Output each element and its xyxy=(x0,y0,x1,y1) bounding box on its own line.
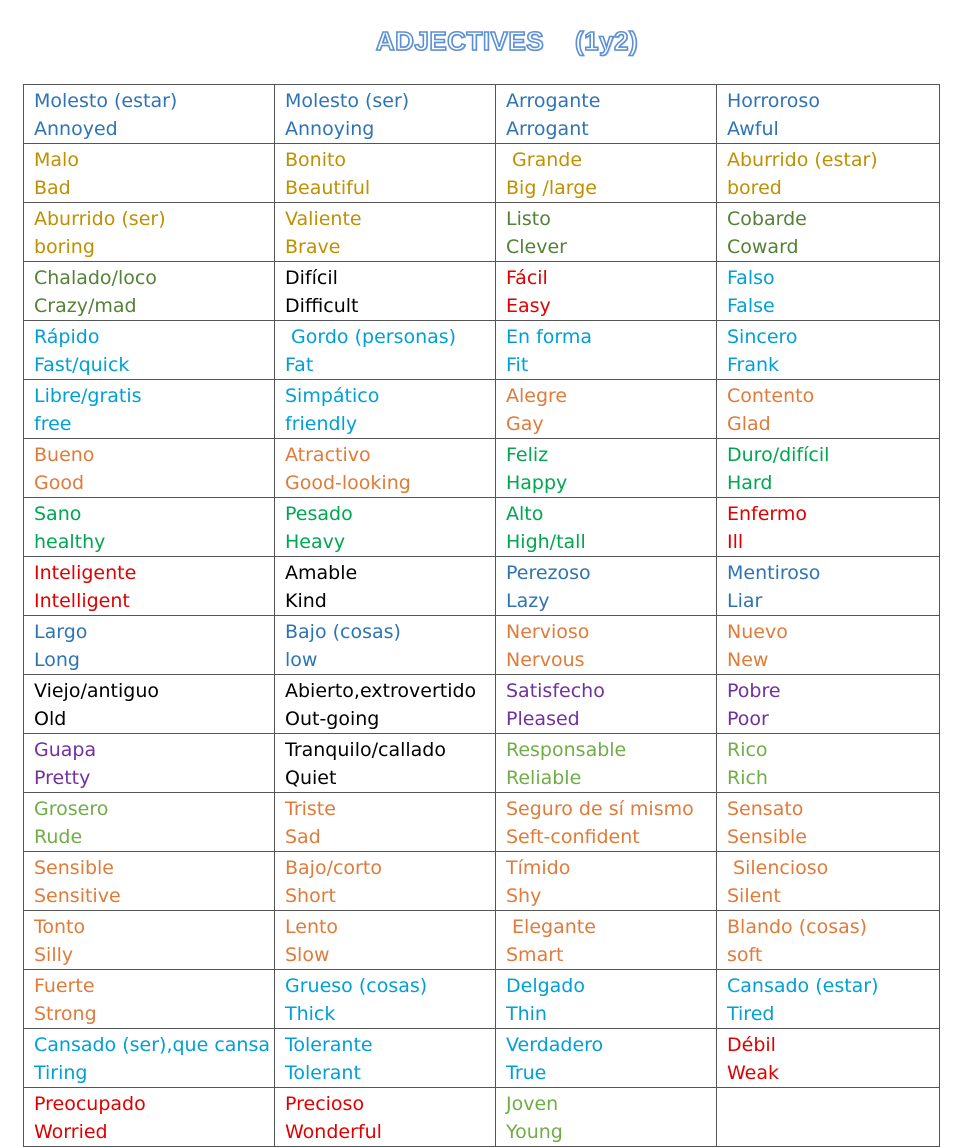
spanish-word: Falso xyxy=(727,267,775,289)
vocab-cell xyxy=(496,557,717,616)
english-word: Thick xyxy=(285,1003,336,1025)
spanish-word: Blando (cosas) xyxy=(727,916,868,938)
english-word: low xyxy=(285,649,318,671)
spanish-word: Perezoso xyxy=(506,562,591,584)
english-word: Smart xyxy=(506,944,564,966)
english-word: Out-going xyxy=(285,708,380,730)
english-word: Kind xyxy=(285,590,327,612)
vocab-cell xyxy=(24,970,275,1029)
vocab-cell xyxy=(275,498,496,557)
english-word: Fat xyxy=(285,354,314,376)
vocab-cell xyxy=(496,793,717,852)
spanish-word: Verdadero xyxy=(506,1034,604,1056)
vocab-cell xyxy=(717,616,940,675)
vocab-cell xyxy=(496,262,717,321)
table-row xyxy=(24,852,940,911)
table-row xyxy=(24,1029,940,1088)
english-word: Tired xyxy=(727,1003,775,1025)
english-word: Lazy xyxy=(506,590,550,612)
vocab-cell xyxy=(717,144,940,203)
english-word: Big /large xyxy=(506,177,597,199)
vocab-cell xyxy=(275,1029,496,1088)
english-word: Rude xyxy=(34,826,83,848)
vocab-cell xyxy=(717,262,940,321)
english-word: Beautiful xyxy=(285,177,371,199)
spanish-word: Tímido xyxy=(506,857,571,879)
vocab-cell xyxy=(717,321,940,380)
spanish-word: Rico xyxy=(727,739,768,761)
vocab-cell xyxy=(24,1088,275,1147)
spanish-word: Nervioso xyxy=(506,621,590,643)
english-word: healthy xyxy=(34,531,106,553)
spanish-word: Atractivo xyxy=(285,444,371,466)
spanish-word: Enfermo xyxy=(727,503,808,525)
spanish-word: Rápido xyxy=(34,326,100,348)
vocab-cell xyxy=(24,1029,275,1088)
vocab-cell xyxy=(275,1088,496,1147)
spanish-word: Arrogante xyxy=(506,90,601,112)
spanish-word: Molesto (ser) xyxy=(285,90,410,112)
english-word: Short xyxy=(285,885,336,907)
table-body xyxy=(24,85,940,1147)
spanish-word: Simpático xyxy=(285,385,380,407)
vocab-cell xyxy=(275,793,496,852)
vocab-cell xyxy=(275,616,496,675)
spanish-word: Contento xyxy=(727,385,815,407)
vocab-cell xyxy=(275,675,496,734)
spanish-word: Tolerante xyxy=(285,1034,373,1056)
table-row xyxy=(24,203,940,262)
table-row xyxy=(24,557,940,616)
spanish-word: Fuerte xyxy=(34,975,95,997)
vocab-cell xyxy=(24,557,275,616)
english-word: Old xyxy=(34,708,67,730)
spanish-word: Alto xyxy=(506,503,544,525)
page-title: ADJECTIVES (1y2) xyxy=(375,26,639,56)
spanish-word: Viejo/antiguo xyxy=(34,680,159,702)
vocab-cell xyxy=(717,203,940,262)
vocab-cell xyxy=(24,262,275,321)
spanish-word: Precioso xyxy=(285,1093,365,1115)
table-row xyxy=(24,911,940,970)
vocab-cell xyxy=(275,734,496,793)
vocab-cell xyxy=(496,85,717,144)
spanish-word: Tranquilo/callado xyxy=(285,739,446,761)
english-word: Arrogant xyxy=(506,118,589,140)
spanish-word: Sensato xyxy=(727,798,804,820)
vocab-cell xyxy=(24,793,275,852)
vocab-cell xyxy=(717,439,940,498)
table-row xyxy=(24,1088,940,1147)
english-word: Nervous xyxy=(506,649,585,671)
english-word: Rich xyxy=(727,767,768,789)
vocab-cell xyxy=(496,380,717,439)
english-word: Sensitive xyxy=(34,885,121,907)
vocab-cell xyxy=(24,85,275,144)
spanish-word: Amable xyxy=(285,562,358,584)
spanish-word: Bajo (cosas) xyxy=(285,621,401,643)
spanish-word: Feliz xyxy=(506,444,549,466)
english-word: Crazy/mad xyxy=(34,295,137,317)
english-word: Pretty xyxy=(34,767,91,789)
english-word: Difficult xyxy=(285,295,359,317)
english-word: Tolerant xyxy=(285,1062,361,1084)
english-word: True xyxy=(506,1062,547,1084)
english-word: Hard xyxy=(727,472,773,494)
vocab-cell xyxy=(24,852,275,911)
vocab-cell xyxy=(717,380,940,439)
spanish-word: Triste xyxy=(285,798,336,820)
english-word: Sensible xyxy=(727,826,807,848)
vocab-cell xyxy=(496,1088,717,1147)
english-word: Pleased xyxy=(506,708,580,730)
vocab-cell xyxy=(24,675,275,734)
vocab-cell xyxy=(717,970,940,1029)
english-word: Annoyed xyxy=(34,118,118,140)
spanish-word: Débil xyxy=(727,1034,776,1056)
spanish-word: Elegante xyxy=(506,916,596,938)
english-word: Glad xyxy=(727,413,771,435)
vocab-cell xyxy=(717,911,940,970)
spanish-word: Inteligente xyxy=(34,562,137,584)
vocab-cell xyxy=(275,970,496,1029)
vocab-cell xyxy=(24,203,275,262)
english-word: Fit xyxy=(506,354,529,376)
english-word: Annoying xyxy=(285,118,375,140)
spanish-word: Fácil xyxy=(506,267,548,289)
vocab-cell xyxy=(24,380,275,439)
vocab-cell xyxy=(275,380,496,439)
vocab-cell xyxy=(496,498,717,557)
vocab-cell xyxy=(24,321,275,380)
vocab-cell xyxy=(24,734,275,793)
english-word: Fast/quick xyxy=(34,354,130,376)
english-word: New xyxy=(727,649,769,671)
english-word: Worried xyxy=(34,1121,108,1143)
english-word: Happy xyxy=(506,472,568,494)
english-word: Sad xyxy=(285,826,321,848)
vocab-cell xyxy=(496,321,717,380)
table-row xyxy=(24,144,940,203)
spanish-word: Abierto,extrovertido xyxy=(285,680,477,702)
spanish-word: Bueno xyxy=(34,444,95,466)
spanish-word: Molesto (estar) xyxy=(34,90,178,112)
english-word: False xyxy=(727,295,775,317)
english-word: Coward xyxy=(727,236,799,258)
english-word: free xyxy=(34,413,72,435)
spanish-word: Cansado (ser),que cansa xyxy=(34,1034,270,1056)
english-word: Quiet xyxy=(285,767,337,789)
table-row xyxy=(24,793,940,852)
vocab-cell xyxy=(496,852,717,911)
vocab-cell xyxy=(717,675,940,734)
english-word: Wonderful xyxy=(285,1121,382,1143)
spanish-word: Malo xyxy=(34,149,79,171)
vocab-cell xyxy=(717,1029,940,1088)
vocab-cell xyxy=(275,262,496,321)
vocab-cell xyxy=(496,203,717,262)
english-word: Slow xyxy=(285,944,330,966)
vocab-cell xyxy=(275,144,496,203)
english-word: Poor xyxy=(727,708,769,730)
vocab-cell xyxy=(275,321,496,380)
english-word: soft xyxy=(727,944,763,966)
spanish-word: Responsable xyxy=(506,739,627,761)
table-row xyxy=(24,970,940,1029)
table-row xyxy=(24,380,940,439)
spanish-word: Delgado xyxy=(506,975,585,997)
english-word: Frank xyxy=(727,354,780,376)
vocab-cell xyxy=(24,498,275,557)
vocab-cell xyxy=(496,616,717,675)
vocab-cell xyxy=(275,852,496,911)
vocab-cell xyxy=(496,675,717,734)
english-word: Strong xyxy=(34,1003,97,1025)
spanish-word: Lento xyxy=(285,916,339,938)
table-row xyxy=(24,85,940,144)
english-word: Young xyxy=(506,1121,563,1143)
vocab-cell xyxy=(275,557,496,616)
english-word: Weak xyxy=(727,1062,780,1084)
english-word: Good-looking xyxy=(285,472,411,494)
vocab-cell xyxy=(496,734,717,793)
spanish-word: Listo xyxy=(506,208,551,230)
english-word: Long xyxy=(34,649,80,671)
spanish-word: Grueso (cosas) xyxy=(285,975,428,997)
vocab-cell xyxy=(717,734,940,793)
spanish-word: Bonito xyxy=(285,149,347,171)
spanish-word: Grosero xyxy=(34,798,109,820)
spanish-word: Sensible xyxy=(34,857,114,879)
spanish-word: Satisfecho xyxy=(506,680,605,702)
spanish-word: Libre/gratis xyxy=(34,385,142,407)
english-word: Silent xyxy=(727,885,781,907)
vocab-cell xyxy=(24,911,275,970)
spanish-word: Horroroso xyxy=(727,90,820,112)
spanish-word: Grande xyxy=(506,149,583,171)
spanish-word: Chalado/loco xyxy=(34,267,157,289)
spanish-word: Pobre xyxy=(727,680,781,702)
vocab-cell xyxy=(717,557,940,616)
english-word: Reliable xyxy=(506,767,582,789)
vocab-cell xyxy=(717,85,940,144)
adjectives-table xyxy=(23,84,940,1147)
vocab-cell xyxy=(717,1088,940,1147)
vocab-cell xyxy=(717,793,940,852)
spanish-word: Sincero xyxy=(727,326,798,348)
spanish-word: Seguro de sí mismo xyxy=(506,798,694,820)
table-row xyxy=(24,734,940,793)
english-word: Heavy xyxy=(285,531,346,553)
vocab-cell xyxy=(496,1029,717,1088)
spanish-word: Largo xyxy=(34,621,88,643)
english-word: Easy xyxy=(506,295,551,317)
vocab-cell xyxy=(275,439,496,498)
english-word: High/tall xyxy=(506,531,586,553)
spanish-word: Aburrido (estar) xyxy=(727,149,878,171)
spanish-word: Alegre xyxy=(506,385,568,407)
table-row xyxy=(24,321,940,380)
english-word: Clever xyxy=(506,236,567,258)
english-word: Awful xyxy=(727,118,779,140)
spanish-word: Cansado (estar) xyxy=(727,975,879,997)
english-word: Thin xyxy=(506,1003,547,1025)
table-row xyxy=(24,616,940,675)
spanish-word: Bajo/corto xyxy=(285,857,382,879)
vocab-cell xyxy=(24,439,275,498)
vocab-cell xyxy=(496,439,717,498)
spanish-word: Cobarde xyxy=(727,208,807,230)
spanish-word: Mentiroso xyxy=(727,562,821,584)
english-word: Shy xyxy=(506,885,542,907)
spanish-word: Sano xyxy=(34,503,82,525)
spanish-word: Duro/difícil xyxy=(727,444,830,466)
english-word: Intelligent xyxy=(34,590,130,612)
spanish-word: Gordo (personas) xyxy=(285,326,457,348)
table-row xyxy=(24,675,940,734)
spanish-word: Tonto xyxy=(34,916,86,938)
vocab-cell xyxy=(496,911,717,970)
spanish-word: Aburrido (ser) xyxy=(34,208,166,230)
vocab-cell xyxy=(24,144,275,203)
english-word: friendly xyxy=(285,413,358,435)
vocab-cell xyxy=(717,498,940,557)
english-word: Bad xyxy=(34,177,71,199)
english-word: boring xyxy=(34,236,95,258)
english-word: Silly xyxy=(34,944,74,966)
vocab-cell xyxy=(275,203,496,262)
vocab-cell xyxy=(717,852,940,911)
spanish-word: Joven xyxy=(506,1093,559,1115)
spanish-word: Valiente xyxy=(285,208,362,230)
spanish-word: Pesado xyxy=(285,503,353,525)
spanish-word: Difícil xyxy=(285,267,338,289)
english-word: Gay xyxy=(506,413,544,435)
vocab-cell xyxy=(275,911,496,970)
english-word: Tiring xyxy=(34,1062,88,1084)
spanish-word: Nuevo xyxy=(727,621,788,643)
english-word: bored xyxy=(727,177,782,199)
english-word: Ill xyxy=(727,531,744,553)
english-word: Liar xyxy=(727,590,763,612)
table-row xyxy=(24,498,940,557)
vocab-cell xyxy=(275,85,496,144)
english-word: Brave xyxy=(285,236,341,258)
english-word: Seft-confident xyxy=(506,826,640,848)
spanish-word: Guapa xyxy=(34,739,97,761)
spanish-word: En forma xyxy=(506,326,593,348)
vocab-cell xyxy=(496,970,717,1029)
english-word: Good xyxy=(34,472,85,494)
vocab-cell xyxy=(24,616,275,675)
table-row xyxy=(24,439,940,498)
spanish-word: Silencioso xyxy=(727,857,829,879)
vocab-cell xyxy=(496,144,717,203)
spanish-word: Preocupado xyxy=(34,1093,146,1115)
table-row xyxy=(24,262,940,321)
